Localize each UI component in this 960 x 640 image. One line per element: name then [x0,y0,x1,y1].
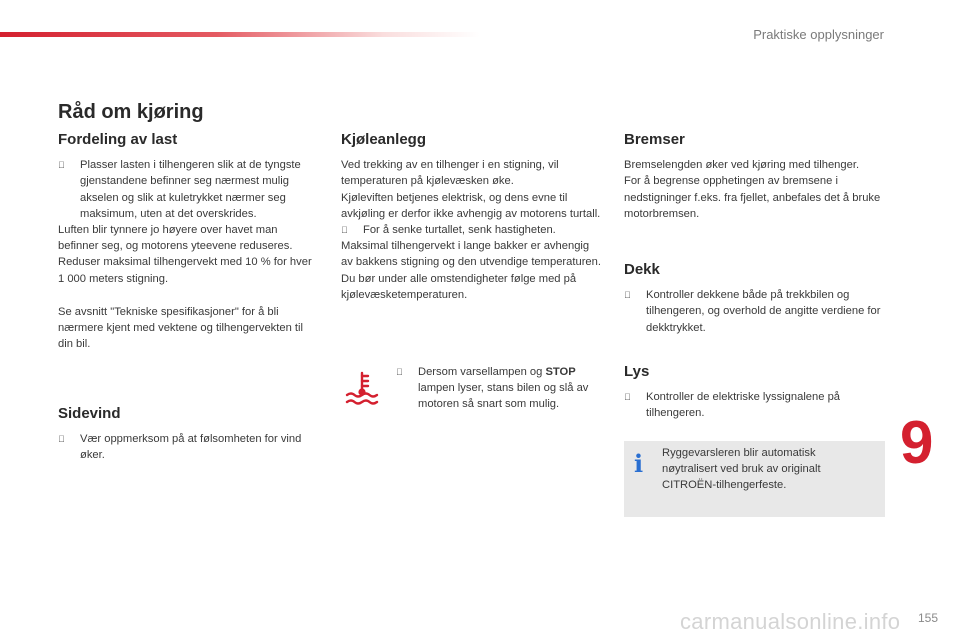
list-item [58,157,320,222]
section-fordeling [58,132,320,352]
watermark: carmanualsonline.info [680,609,901,634]
bullet-marker-icon [58,157,80,173]
list-item [341,222,603,238]
bullet-text: Kontroller dekkene både på trekkbilen og tilhengeren, og overhold de angitte verdiene for dekktrykket. [646,289,881,334]
bullet-text: For å senke turtallet, senk hastigheten. [363,224,556,237]
info-icon: i [634,449,644,478]
page-title: Råd om kjøring [58,101,204,123]
bullet-marker-icon [396,364,418,380]
paragraph: For å begrense opphetingen av bremsene i nedstigninger f.eks. fra fjellet, anbefales det å bruke motorbremsen. [624,175,881,220]
paragraph: Luften blir tynnere jo høyere over havet man befinner seg, og motorens yteevene reduseres. Reduser maksimal tilhengervekt med 10 % for hver 1 000 meters stigning. [58,224,312,285]
list-item [58,431,320,463]
bullet-marker-icon [341,222,363,238]
paragraph: Du bør under alle omstendigheter følge med på kjølevæsketemperaturen. [341,272,577,301]
paragraph: Se avsnitt "Tekniske spesifikasjoner" for å bli nærmere kjent med vektene og tilhengervekten til din bil. [58,305,304,351]
bullet-text: Kontroller de elektriske lyssignalene på tilhengeren. [646,391,841,420]
page-number: 155 [917,611,938,625]
paragraph: Maksimal tilhengervekt i lange bakker er avhengig av bakkens stigning og den utvendige temperaturen. [341,240,601,269]
section-lys [624,364,886,422]
info-box [624,441,885,517]
section-dekk [624,262,886,336]
bullet-text: Vær oppmerksom på at følsomheten for vind øker. [80,433,302,462]
section-sidevind [58,406,320,464]
section-title-sidevind: Sidevind [58,405,121,422]
bullet-text: Plasser lasten i tilhengeren slik at de tyngste gjenstandene befinner seg nærmest mulig akselen og slik at kuletrykket nærmer seg maksimum, uten at det overskrides. [80,159,301,220]
warning-stop-label: STOP [545,366,576,378]
warning-text: lampen lyser, stans bilen og slå av motoren så snart som mulig. [418,382,589,411]
section-title-dekk: Dekk [624,261,660,278]
paragraph: Bremselengden øker ved kjøring med tilhenger. [624,159,860,172]
bullet-marker-icon [58,431,80,447]
section-title-lys: Lys [624,363,650,380]
section-title-kjoleanlegg: Kjøleanlegg [341,131,427,148]
info-text: Ryggevarsleren blir automatisk nøytralisert ved bruk av originalt CITROËN-tilhengerfeste. [662,447,821,492]
coolant-temperature-icon [345,370,379,406]
section-title-fordeling: Fordeling av last [58,131,178,148]
list-item [624,389,886,421]
list-item [624,287,886,336]
paragraph: Ved trekking av en tilhenger i en stigning, vil temperaturen på kjølevæsken øke. [341,159,559,188]
warning-note [396,364,602,413]
bullet-marker-icon [624,287,646,303]
section-bremser [624,132,886,222]
chapter-number: 9 [900,409,934,476]
list-item [396,364,602,413]
chapter-title: Praktiske opplysninger [753,27,884,42]
section-kjoleanlegg [341,132,603,303]
paragraph: Kjøleviften betjenes elektrisk, og dens evne til avkjøling er derfor ikke avhengig av motorens turtall. [341,191,601,220]
header-accent-bar [0,32,480,37]
warning-text: Dersom varsellampen og [418,366,546,378]
bullet-marker-icon [624,389,646,405]
section-title-bremser: Bremser [624,131,685,148]
